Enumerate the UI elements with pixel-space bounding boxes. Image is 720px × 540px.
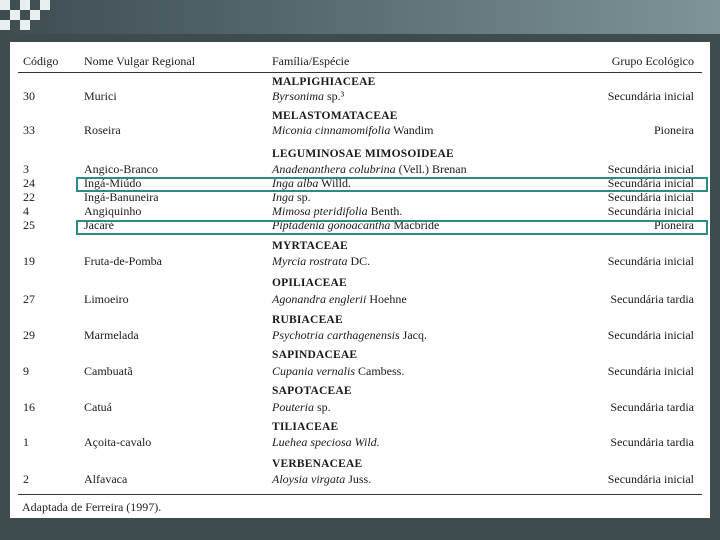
cell-group: Secundária inicial xyxy=(607,364,694,378)
cell-code: 16 xyxy=(23,400,35,414)
cell-common-name: Limoeiro xyxy=(84,292,129,306)
cell-group: Secundária inicial xyxy=(607,328,694,342)
cell-code: 2 xyxy=(23,472,29,486)
cell-code: 1 xyxy=(23,435,29,449)
cell-common-name: Marmelada xyxy=(84,328,139,342)
cell-species xyxy=(272,364,404,378)
footer-rule xyxy=(18,494,702,495)
species-binomial: Inga xyxy=(272,190,294,204)
species-author: sp. xyxy=(294,190,311,204)
cell-group: Pioneira xyxy=(654,123,694,137)
family-name: VERBENACEAE xyxy=(272,458,363,470)
family-row xyxy=(10,384,710,398)
family-name: SAPOTACEAE xyxy=(272,385,352,397)
family-name: MELASTOMATACEAE xyxy=(272,110,398,122)
family-name: OPILIACEAE xyxy=(272,277,347,289)
source-note: Adaptada de Ferreira (1997). xyxy=(22,500,162,514)
species-author: Benth. xyxy=(367,204,403,218)
title-bar-band xyxy=(0,0,720,34)
family-row xyxy=(10,313,710,327)
cell-group: Secundária inicial xyxy=(607,204,694,218)
species-author: sp. xyxy=(314,400,331,414)
cell-group: Secundária tardia xyxy=(610,292,694,306)
table-row xyxy=(10,435,710,449)
species-binomial: Luehea speciosa Wild. xyxy=(272,435,380,449)
cell-species xyxy=(272,162,467,176)
cell-species xyxy=(272,123,433,137)
cell-common-name: Fruta-de-Pomba xyxy=(84,254,162,268)
species-binomial: Anadenanthera colubrina xyxy=(272,162,396,176)
cell-code: 3 xyxy=(23,162,29,176)
cell-common-name: Ingá-Miúdo xyxy=(84,176,142,190)
table-row xyxy=(10,400,710,414)
species-author: (Vell.) Brenan xyxy=(395,162,467,176)
family-row xyxy=(10,239,710,253)
table-row xyxy=(10,254,710,268)
cell-species xyxy=(272,328,427,342)
species-author: Wandim xyxy=(390,123,434,137)
family-name: SAPINDACEAE xyxy=(272,349,358,361)
cell-species xyxy=(272,292,407,306)
table-sheet xyxy=(10,42,710,518)
cell-group: Secundária tardia xyxy=(610,435,694,449)
cell-species xyxy=(272,472,371,486)
species-binomial: Piptadenia gonoacantha xyxy=(272,218,391,232)
cell-species xyxy=(272,400,331,414)
cell-common-name: Jacaré xyxy=(84,218,114,232)
cell-group: Secundária inicial xyxy=(607,162,694,176)
species-binomial: Pouteria xyxy=(272,400,314,414)
species-author: Cambess. xyxy=(355,364,405,378)
species-binomial: Inga alba xyxy=(272,176,319,190)
header-rule xyxy=(18,72,702,73)
species-author: sp.³ xyxy=(324,89,345,103)
species-author: Willd. xyxy=(318,176,351,190)
cell-group: Secundária inicial xyxy=(607,254,694,268)
species-author: Juss. xyxy=(345,472,372,486)
cell-common-name: Alfavaca xyxy=(84,472,128,486)
header-code: Código xyxy=(23,54,59,68)
cell-code: 4 xyxy=(23,204,29,218)
cell-group: Secundária inicial xyxy=(607,190,694,204)
cell-common-name: Angico-Branco xyxy=(84,162,158,176)
cell-code: 9 xyxy=(23,364,29,378)
cell-code: 27 xyxy=(23,292,35,306)
family-name: MYRTACEAE xyxy=(272,240,348,252)
species-binomial: Psychotria carthagenensis xyxy=(272,328,400,342)
cell-code: 22 xyxy=(23,190,35,204)
family-name: TILIACEAE xyxy=(272,421,339,433)
family-row xyxy=(10,420,710,434)
cell-species xyxy=(272,204,402,218)
cell-common-name: Catuá xyxy=(84,400,112,414)
cell-common-name: Roseira xyxy=(84,123,121,137)
cell-common-name: Ingá-Banuneira xyxy=(84,190,159,204)
table-row xyxy=(10,328,710,342)
header-name: Nome Vulgar Regional xyxy=(84,54,196,68)
cell-group: Secundária inicial xyxy=(607,176,694,190)
species-binomial: Mimosa pteridifolia xyxy=(272,204,368,218)
species-author: Jacq. xyxy=(399,328,427,342)
cell-group: Secundária inicial xyxy=(607,472,694,486)
cell-code: 29 xyxy=(23,328,35,342)
cell-code: 33 xyxy=(23,123,35,137)
family-name: MALPIGHIACEAE xyxy=(272,76,376,88)
species-binomial: Agonandra englerii xyxy=(272,292,367,306)
cell-species xyxy=(272,254,370,268)
species-binomial: Byrsonima xyxy=(272,89,324,103)
table-row xyxy=(10,204,710,218)
cell-code: 19 xyxy=(23,254,35,268)
cell-code: 30 xyxy=(23,89,35,103)
species-binomial: Aloysia virgata xyxy=(272,472,346,486)
family-row xyxy=(10,109,710,123)
table-row xyxy=(10,292,710,306)
cell-species xyxy=(272,190,311,204)
table-row xyxy=(10,89,710,103)
species-binomial: Cupania vernalis xyxy=(272,364,355,378)
highlight-box-inga-miudo xyxy=(76,177,708,192)
cell-code: 24 xyxy=(23,176,35,190)
table-row xyxy=(10,472,710,486)
family-row xyxy=(10,276,710,290)
species-author: DC. xyxy=(347,254,371,268)
cell-group: Secundária inicial xyxy=(607,89,694,103)
table-row xyxy=(10,162,710,176)
species-author: Macbride xyxy=(390,218,440,232)
table-row xyxy=(10,364,710,378)
highlight-box-jacare xyxy=(76,220,708,235)
table-row xyxy=(10,190,710,204)
cell-group: Secundária tardia xyxy=(610,400,694,414)
cell-group: Pioneira xyxy=(654,218,694,232)
species-author: Hoehne xyxy=(366,292,407,306)
cell-common-name: Murici xyxy=(84,89,117,103)
family-row xyxy=(10,75,710,89)
family-name: RUBIACEAE xyxy=(272,314,343,326)
cell-common-name: Angiquinho xyxy=(84,204,142,218)
species-binomial: Miconia cinnamomifolia xyxy=(272,123,391,137)
family-row xyxy=(10,147,710,161)
header-species: Família/Espécie xyxy=(272,54,350,68)
family-name: LEGUMINOSAE MIMOSOIDEAE xyxy=(272,148,454,160)
cell-code: 25 xyxy=(23,218,35,232)
cell-common-name: Açoita-cavalo xyxy=(84,435,152,449)
family-row xyxy=(10,457,710,471)
table-header xyxy=(10,54,710,68)
cell-species xyxy=(272,89,344,103)
family-row xyxy=(10,348,710,362)
cell-species xyxy=(272,435,380,449)
table-row xyxy=(10,123,710,137)
decorative-squares xyxy=(0,0,80,30)
header-group: Grupo Ecológico xyxy=(611,54,694,68)
species-binomial: Myrcia rostrata xyxy=(272,254,348,268)
cell-common-name: Cambuatã xyxy=(84,364,133,378)
